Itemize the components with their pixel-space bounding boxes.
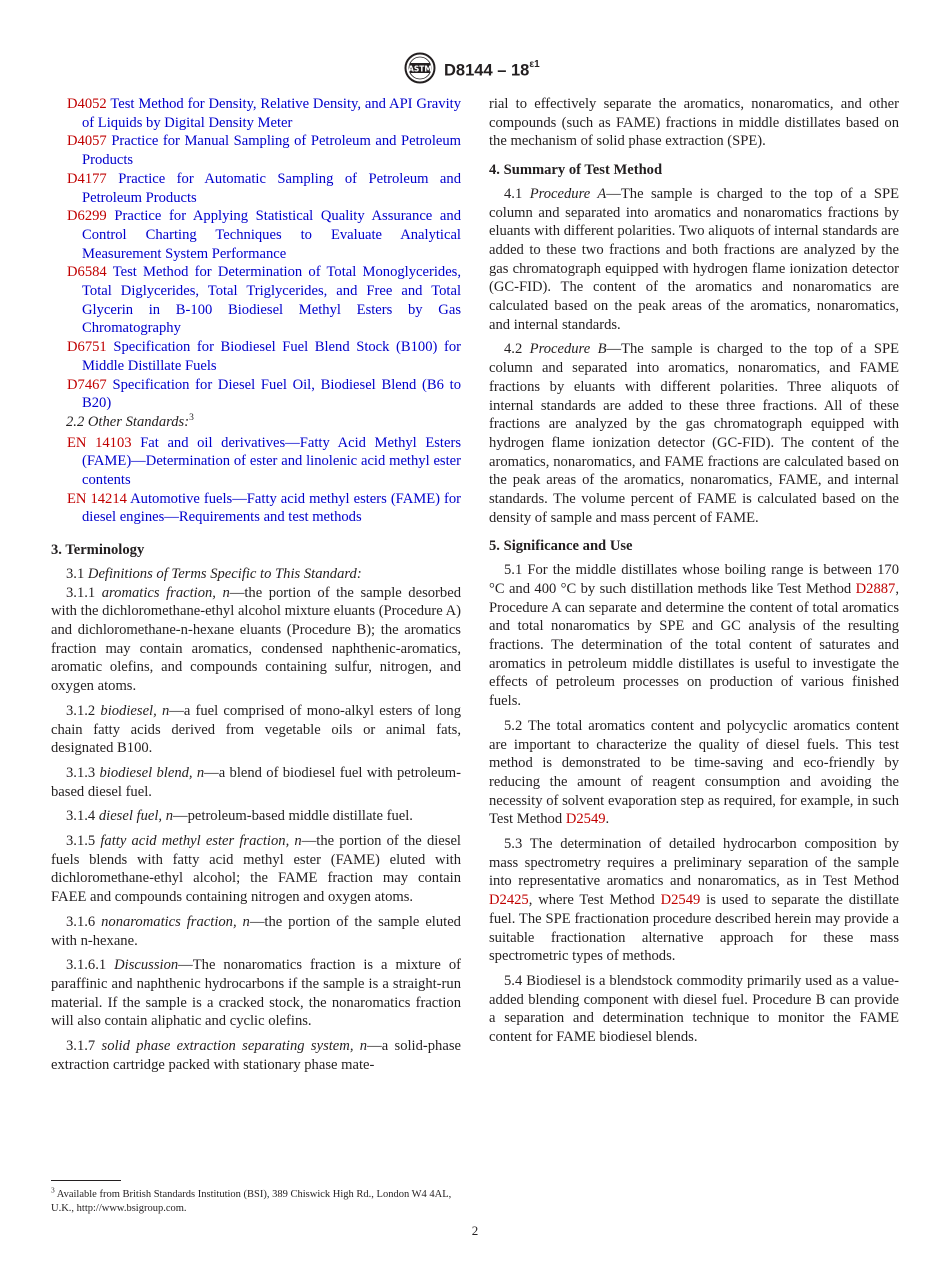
paragraph-3-1-5: 3.1.5 fatty acid methyl ester fraction, n—the portion of the diesel fuels blends with fatty acid methyl ester (FAME) eluted with dichloromethane-ethyl alcohol; the FAME fraction may contain FAEE and compounds containing nitrogen and oxygen atoms. (51, 833, 461, 906)
link-d2549[interactable]: D2549 (660, 892, 701, 909)
paragraph-3-1-6-1: 3.1.6.1 Discussion—The nonaromatics fraction is a mixture of paraffinic and naphthenic hydrocarbons if the sample is a straight-run material. If the sample is a cracked stock, the nonaromatics fraction will also contain aliphatic and cyclic olefins. (51, 957, 461, 1030)
reference-item[interactable]: EN 14103 Fat and oil derivatives—Fatty Acid Methyl Esters (FAME)—Determination of ester and linolenic acid methyl ester contents (67, 434, 461, 489)
right-column (489, 95, 899, 1053)
link-d2549[interactable]: D2549 (565, 811, 606, 828)
paragraph-5-2: 5.2 The total aromatics content and polycyclic aromatics content are important to characterize the quality of diesel fuels. This test method is demonstrated to be time-saving and eco-friendly by reducing the amount of reagent consumption and avoiding the necessity of solvent evaporation step as required, for example, in such Test Method D2549. (489, 717, 899, 828)
paragraph-5-1: 5.1 For the middle distillates whose boiling range is between 170 °C and 400 °C by such distillation methods like Test Method D2887, Procedure A can separate and determine the content of total aromatics and total nonaromatics by SPE and GC analysis of the resulting fractions. The determination of the total content of saturates and aromatics in petroleum middle distillates is useful to investigate the effects of petroleum processes on production of various finished fuels. (489, 562, 899, 710)
paragraph-3-1-6: 3.1.6 nonaromatics fraction, n—the portion of the sample eluted with n-hexane. (51, 913, 461, 949)
other-standards-label: 2.2 Other Standards:$^3$ (66, 413, 194, 430)
section-heading-summary: 4. Summary of Test Method (489, 162, 663, 179)
section-heading-significance: 5. Significance and Use (489, 538, 633, 555)
reference-item[interactable]: D4057 Practice for Manual Sampling of Petroleum and Petroleum Products (67, 133, 461, 169)
astm-logo-icon (402, 52, 438, 84)
footnote-divider (51, 1180, 121, 1181)
reference-item[interactable]: D6299 Practice for Applying Statistical Quality Assurance and Control Charting Techniques to Evaluate Analytical Measurement System Performance (67, 208, 461, 262)
document-id: $D8144 - 18^{\varepsilon 1}$ (444, 59, 540, 80)
link-d2887[interactable]: D2887 (855, 580, 896, 597)
paragraph-5-4: 5.4 Biodiesel is a blendstock commodity primarily used as a value-added blending component with diesel fuel. Procedure B can provide a separation and determination technique to monitor the FAME content for FAME biodiesel blends. (489, 972, 899, 1046)
reference-item[interactable]: D6584 Test Method for Determination of Total Monoglycerides, Total Diglycerides, Total Triglycerides, and Free and Total Glycerin in B-100 Biodiesel Methyl Esters by Gas Chromatography (67, 264, 461, 337)
paragraph-3-1-1: 3.1.1 aromatics fraction, n—the portion of the sample desorbed with the dichloromethane-ethyl alcohol mixture eluants (Procedure A) and dichloromethane-n-hexane eluants (Procedure B); the aromatics fraction may contain aromatics, condensed naphthenic-aromatics, aromatic olefins, and compounds containing sulfur, nitrogen, and oxygen atoms. (51, 584, 461, 695)
paragraph-3-1-4: 3.1.4 diesel fuel, n—petroleum-based middle distillate fuel. (66, 808, 413, 825)
footnote: $^3$ Available from British Standards Institution (BSI), 389 Chiswick High Rd., London W4 4AL, U.K., http://www.bsigroup.com. (51, 1185, 452, 1214)
reference-item[interactable]: D6751 Specification for Biodiesel Fuel Blend Stock (B100) for Middle Distillate Fuels (67, 339, 461, 374)
paragraph-3-1-2: 3.1.2 biodiesel, n—a fuel comprised of mono-alkyl esters of long chain fatty acids derived from vegetable oils or animal fats, designated B100. (51, 702, 461, 757)
left-column (51, 95, 461, 1080)
reference-item[interactable]: D7467 Specification for Diesel Fuel Oil, Biodiesel Blend (B6 to B20) (67, 376, 462, 412)
reference-item[interactable]: D4052 Test Method for Density, Relative Density, and API Gravity of Liquids by Digital Density Meter (67, 96, 461, 131)
paragraph-3-1-3: 3.1.3 biodiesel blend, n—a blend of biodiesel fuel with petroleum-based diesel fuel. (51, 764, 461, 800)
paragraph-3-1-7: 3.1.7 solid phase extraction separating system, n—a solid-phase extraction cartridge packed with stationary phase mate- (51, 1038, 461, 1073)
paragraph-4-2: 4.2 Procedure B—The sample is charged to the top of a SPE column and separated into aromatics, nonaromatics, and FAME fractions by eluants with different polarities. Three aliquots of internal standards are added to these three fractions. All of these fractions are analyzed by the gas chromatograph equipped with hydrogen flame ionization detector (GC-FID). The content of the aromatics, nonaromatics, and FAME fractions are calculated based on the peak areas of the aromatics, nonaromatics, FAME, and internal standards. The volume percent of FAME is calculated based on the density of sample and mass percent of FAME. (489, 341, 900, 526)
paragraph-continuation: rial to effectively separate the aromatics, nonaromatics, and other compounds (such as FAME) fractions in middle distillates based on the mechanism of solid phase extraction (SPE). (489, 96, 899, 150)
paragraph-3-1: 3.1 Definitions of Terms Specific to This Standard: (66, 565, 362, 582)
svg-text:ASTM: ASTM (408, 64, 432, 74)
referenced-documents-list (51, 95, 461, 413)
link-d2425[interactable]: D2425 (489, 892, 529, 909)
section-heading-terminology: 3. Terminology (51, 542, 145, 559)
paragraph-4-1: 4.1 Procedure A—The sample is charged to the top of a SPE column and separated into aromatics and nonaromatics fractions by eluants with different polarities. Two aliquots of internal standards are added to these two fractions and both fractions are analyzed by the gas chromatograph equipped with hydrogen flame ionization detector (GC-FID). The content of the aromatics and nonaromatics are calculated based on the peak areas of the aromatics, nonaromatics, and internal standards. (489, 185, 900, 333)
page-number: 2 (471, 1223, 479, 1238)
page-header (0, 52, 950, 86)
reference-item[interactable]: EN 14214 Automotive fuels—Fatty acid methyl esters (FAME) for diesel engines—Requirements and test methods (67, 490, 462, 526)
paragraph-5-3: 5.3 The determination of detailed hydrocarbon composition by mass spectrometry requires a preliminary separation of the sample into representative aromatics and nonaromatics, as in Test Method D2425, where Test Method D2549 is used to separate the distillate fuel. The SPE fractionation procedure described herein may provide a suitable fractionation alternative approach for these mass spectrometric types of methods. (489, 836, 899, 965)
reference-item[interactable]: D4177 Practice for Automatic Sampling of Petroleum and Petroleum Products (67, 170, 462, 206)
